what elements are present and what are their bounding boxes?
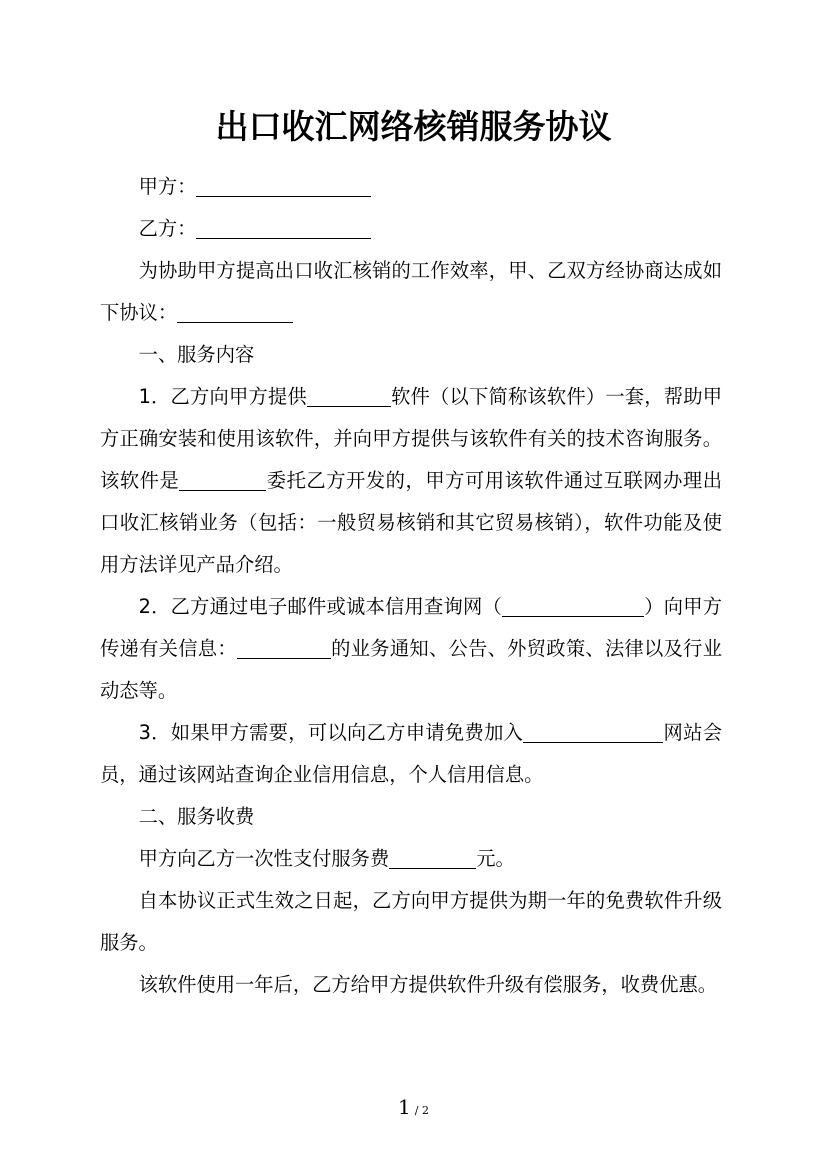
preamble-line-1: 为协助甲方提高出口收汇核销的工作效率，甲、乙双方经协商达成如 xyxy=(138,259,722,282)
party-b-blank xyxy=(196,238,371,239)
clause-2-line-1 xyxy=(100,586,722,628)
party-a-line xyxy=(100,166,722,208)
clause-2-line-2-after: 的业务通知、公告、外贸政策、法律以及行业 xyxy=(330,637,722,660)
fee-line xyxy=(100,838,722,880)
page-number: 1 xyxy=(398,1095,411,1119)
document-body xyxy=(100,166,722,1006)
clause-1-line-3 xyxy=(100,460,722,502)
clause-2-line-2-before: 传递有关信息： xyxy=(100,637,237,660)
fee-before: 甲方向乙方一次性支付服务费 xyxy=(138,847,390,870)
clause-1-line-5: 用方法详见产品介绍。 xyxy=(100,553,293,576)
upgrade-free-line-2: 服务。 xyxy=(100,931,158,954)
page-footer xyxy=(0,1092,827,1126)
preamble-line-2-text: 下协议： xyxy=(100,301,178,324)
clause-2-line-3: 动态等。 xyxy=(100,679,178,702)
party-a-blank xyxy=(196,196,371,197)
clause-1-line-3-after: 委托乙方开发的，甲方可用该软件通过互联网办理出 xyxy=(266,469,723,492)
website-url-blank xyxy=(502,616,644,617)
developer-blank xyxy=(179,490,266,491)
clause-3-line-1-before: 3．如果甲方需要，可以向乙方申请免费加入 xyxy=(138,721,524,744)
clause-1-line-1 xyxy=(100,376,722,418)
clause-1-line-2: 方正确安装和使用该软件，并向甲方提供与该软件有关的技术咨询服务。 xyxy=(100,427,722,450)
section-1-heading: 一、服务内容 xyxy=(138,343,255,366)
clause-3-line-1-after: 网站会 xyxy=(663,721,723,744)
section-2-heading: 二、服务收费 xyxy=(138,805,255,828)
fee-amount-blank xyxy=(389,868,476,869)
party-a-label: 甲方： xyxy=(138,175,197,198)
upgrade-paid-line: 该软件使用一年后，乙方给甲方提供软件升级有偿服务，收费优惠。 xyxy=(138,973,718,996)
party-b-label: 乙方： xyxy=(138,217,197,240)
preamble-blank xyxy=(177,322,293,323)
clause-2-line-1-after: ）向甲方 xyxy=(644,595,723,618)
clause-1-line-4: 口收汇核销业务（包括：一般贸易核销和其它贸易核销），软件功能及使 xyxy=(100,511,722,534)
preamble-line-2 xyxy=(100,292,722,334)
clause-3-line-1 xyxy=(100,712,722,754)
clause-1-line-1-before: 1．乙方向甲方提供 xyxy=(138,385,307,408)
upgrade-free-line-1: 自本协议正式生效之日起，乙方向甲方提供为期一年的免费软件升级 xyxy=(138,889,722,912)
page-total: / 2 xyxy=(414,1104,429,1117)
fee-after: 元。 xyxy=(476,847,515,870)
document-title: 出口收汇网络核销服务协议 xyxy=(215,107,612,146)
clause-2-line-1-before: 2．乙方通过电子邮件或诚本信用查询网（ xyxy=(138,595,503,618)
party-b-line xyxy=(100,208,722,250)
clause-2-line-2 xyxy=(100,628,722,670)
clause-1-line-3-before: 该软件是 xyxy=(100,469,180,492)
member-site-blank xyxy=(523,742,663,743)
software-name-blank xyxy=(307,406,391,407)
clause-1-line-1-after: 软件（以下简称该软件）一套，帮助甲 xyxy=(390,385,722,408)
info-source-blank xyxy=(237,658,331,659)
clause-3-line-2: 员，通过该网站查询企业信用信息，个人信用信息。 xyxy=(100,763,544,786)
